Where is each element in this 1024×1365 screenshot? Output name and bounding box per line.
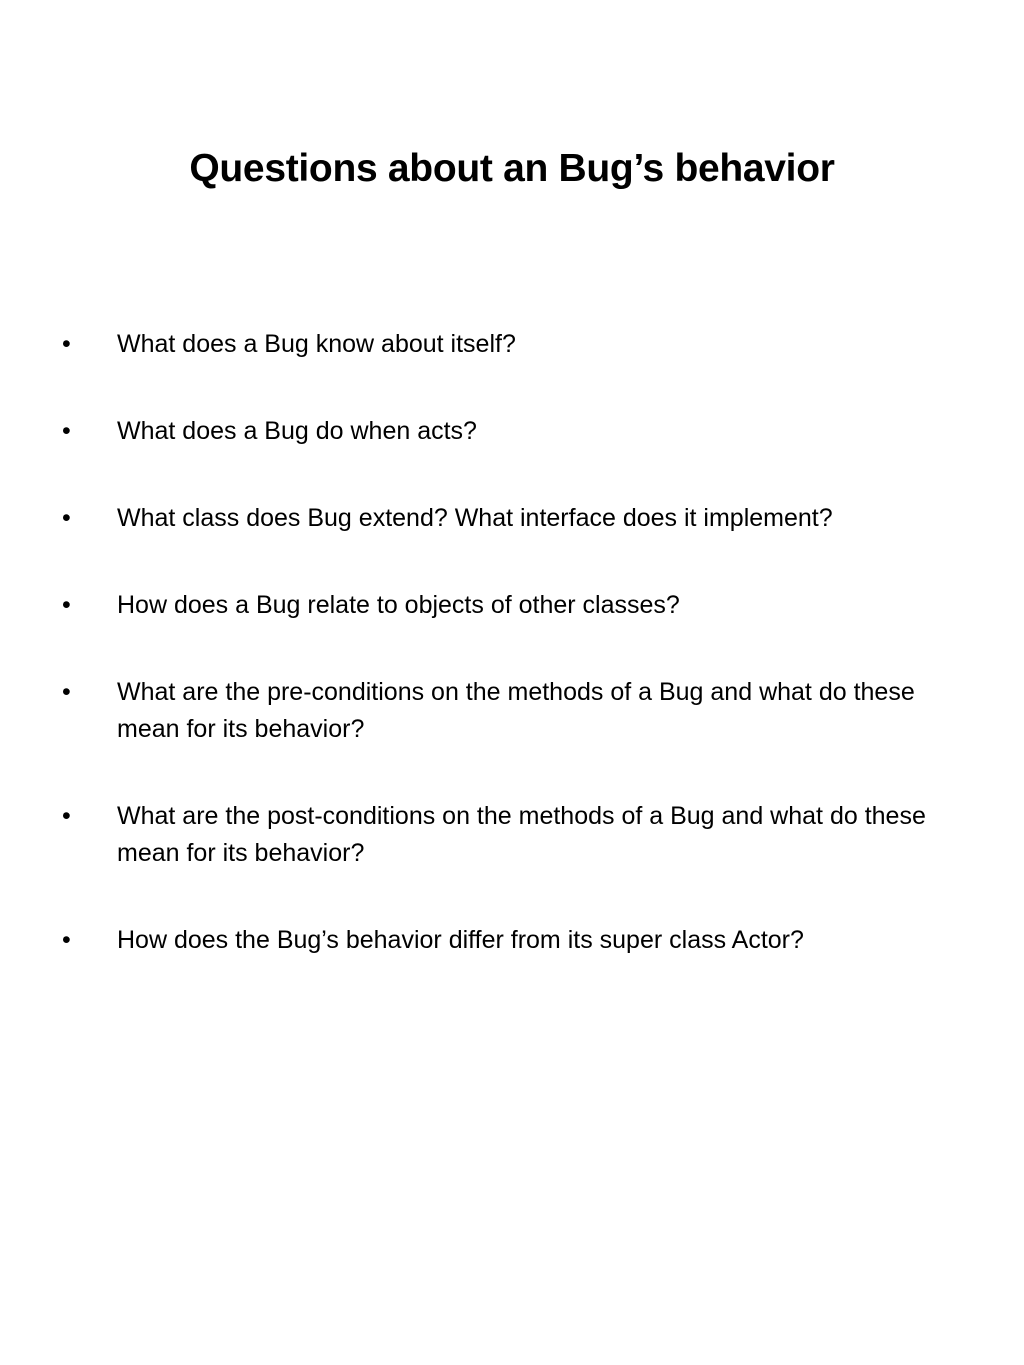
bullet-dot: •: [62, 417, 71, 445]
slide-title: Questions about an Bug’s behavior: [189, 147, 835, 190]
bullet-dot: •: [62, 802, 71, 830]
bullet-item: [62, 922, 962, 959]
bullet-item: [62, 587, 962, 624]
bullet-item: [62, 500, 962, 537]
bullet-item: [62, 326, 962, 363]
bullet-dot: •: [62, 591, 71, 619]
bullet-text: How does a Bug relate to objects of other classes?: [117, 591, 680, 619]
bullet-dot: •: [62, 330, 71, 358]
bullet-text: What does a Bug do when acts?: [117, 417, 477, 445]
bullet-text: What does a Bug know about itself?: [117, 330, 516, 358]
bullet-dot: •: [62, 504, 71, 532]
bullet-dot: •: [62, 678, 71, 706]
bullet-text: What class does Bug extend? What interface does it implement?: [117, 504, 833, 532]
bullet-text: What are the pre-conditions on the methods of a Bug and what do these mean for its behavior?: [117, 678, 915, 743]
bullet-item: [62, 798, 962, 872]
bullet-item: [62, 674, 962, 748]
bullet-item: [62, 413, 962, 450]
bullet-text: What are the post-conditions on the methods of a Bug and what do these mean for its behavior?: [117, 802, 926, 867]
bullet-list: [62, 326, 962, 1009]
bullet-dot: •: [62, 926, 71, 954]
bullet-text: How does the Bug’s behavior differ from its super class Actor?: [117, 926, 804, 954]
